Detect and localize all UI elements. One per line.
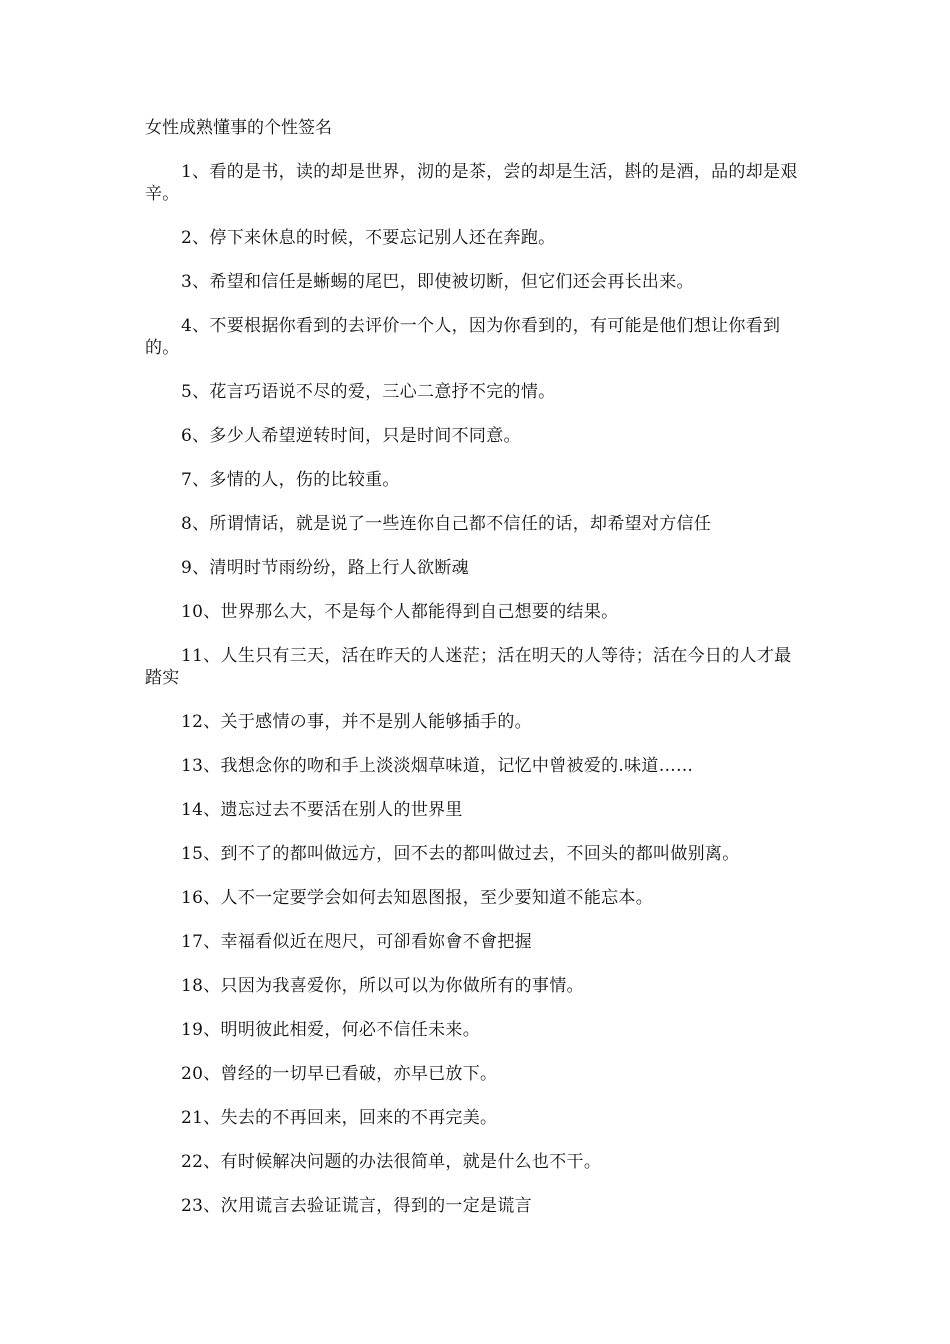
list-item: 7、多情的人，伤的比较重。 <box>181 470 400 490</box>
list-item: 6、多少人希望逆转时间，只是时间不同意。 <box>181 426 521 446</box>
list-item: 21、失去的不再回来，回来的不再完美。 <box>181 1108 498 1128</box>
list-item: 17、幸福看似近在咫尺，可卻看妳會不會把握 <box>181 932 532 952</box>
list-item: 10、世界那么大，不是每个人都能得到自己想要的结果。 <box>181 602 619 622</box>
list-item: 16、人不一定要学会如何去知恩图报，至少要知道不能忘本。 <box>181 888 654 908</box>
list-item: 9、清明时节雨纷纷，路上行人欲断魂 <box>181 558 469 578</box>
list-item: 13、我想念你的吻和手上淡淡烟草味道，记忆中曾被爱的.味道…… <box>181 756 694 776</box>
signature-list <box>145 161 807 1239</box>
list-item: 14、遗忘过去不要活在别人的世界里 <box>181 800 463 820</box>
list-item: 20、曾经的一切早已看破，亦早已放下。 <box>181 1064 498 1084</box>
list-item: 11、人生只有三天，活在昨天的人迷茫；活在明天的人等待；活在今日的人才最踏实 <box>145 646 792 688</box>
document-title: 女性成熟懂事的个性签名 <box>145 118 332 138</box>
list-item: 3、希望和信任是蜥蜴的尾巴，即使被切断，但它们还会再长出来。 <box>181 272 694 292</box>
list-item: 4、不要根据你看到的去评价一个人，因为你看到的，有可能是他们想让你看到的。 <box>145 316 781 358</box>
list-item: 8、所谓情话，就是说了一些连你自己都不信任的话，却希望对方信任 <box>181 514 712 534</box>
list-item: 2、停下来休息的时候，不要忘记别人还在奔跑。 <box>181 228 556 248</box>
list-item: 18、只因为我喜爱你，所以可以为你做所有的事情。 <box>181 976 584 996</box>
list-item: 15、到不了的都叫做远方，回不去的都叫做过去，不回头的都叫做别离。 <box>181 844 740 864</box>
list-item: 1、看的是书，读的却是世界，沏的是茶，尝的却是生活，斟的是酒，品的却是艰辛。 <box>145 162 798 204</box>
list-item: 5、花言巧语说不尽的爱，三心二意抒不完的情。 <box>181 382 556 402</box>
list-item: 12、关于感情の事，并不是别人能够插手的。 <box>181 712 532 732</box>
list-item: 19、明明彼此相爱，何必不信任未来。 <box>181 1020 481 1040</box>
list-item: 22、有时候解决问题的办法很简单，就是什么也不干。 <box>181 1152 602 1172</box>
list-item: 23、㳄用谎言去验证谎言，得到的一定是谎言 <box>181 1196 532 1216</box>
